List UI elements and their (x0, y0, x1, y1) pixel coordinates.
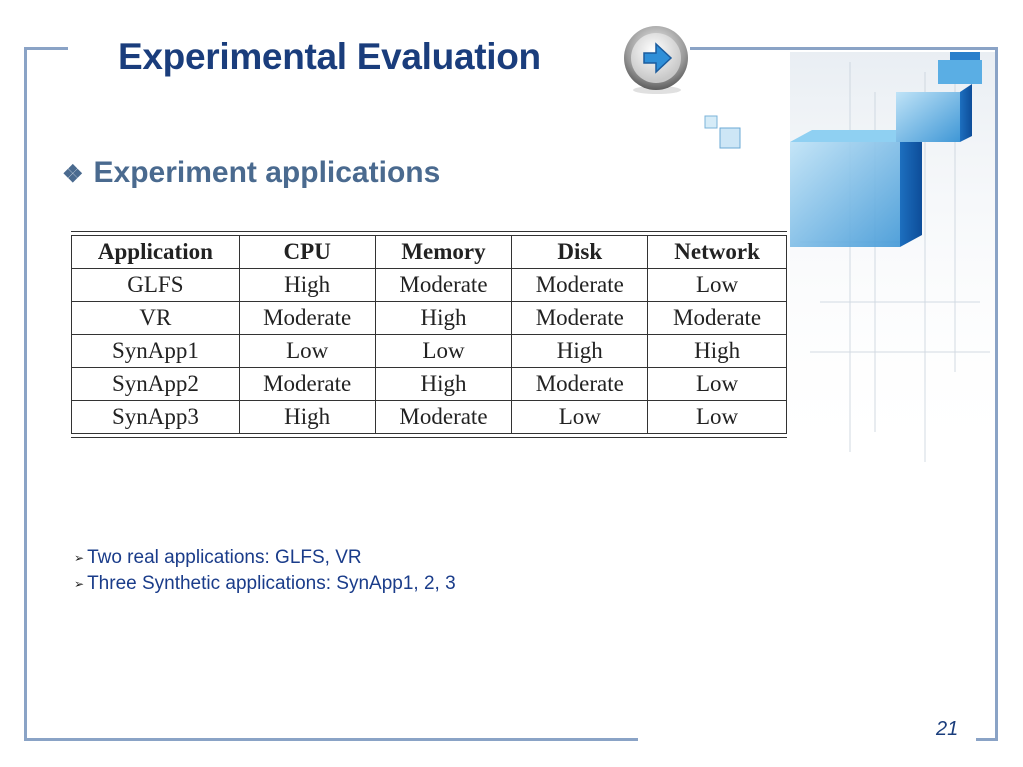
table-cell: Low (648, 269, 787, 302)
frame-bottom (24, 738, 638, 741)
header-cell: Network (648, 236, 787, 269)
table-cell: Moderate (512, 302, 648, 335)
table-cell: Moderate (375, 269, 512, 302)
table-cell: High (375, 368, 512, 401)
slide-title: Experimental Evaluation (118, 36, 541, 77)
table-cell: SynApp2 (72, 368, 240, 401)
table-cell: VR (72, 302, 240, 335)
header-cell: Memory (375, 236, 512, 269)
table-cell: SynApp3 (72, 401, 240, 434)
arrowhead-icon: ➢ (74, 577, 85, 591)
table-cell: High (239, 401, 375, 434)
table-cell: Low (375, 335, 512, 368)
header-cell: Application (72, 236, 240, 269)
frame-top-left (24, 47, 68, 50)
table-cell: High (648, 335, 787, 368)
frame-top-right (690, 47, 998, 50)
table-cell: Moderate (512, 269, 648, 302)
table-cell: High (375, 302, 512, 335)
table-row (72, 269, 787, 302)
table-row (72, 302, 787, 335)
arrowhead-icon: ➢ (74, 551, 85, 565)
table-header-row (72, 236, 787, 269)
table-cell: Moderate (648, 302, 787, 335)
table-cell: GLFS (72, 269, 240, 302)
table-cell: High (512, 335, 648, 368)
list-item-text: Three Synthetic applications: SynApp1, 2, 3 (87, 573, 456, 594)
table-cell: SynApp1 (72, 335, 240, 368)
table-cell: Low (648, 368, 787, 401)
diamond-bullet-icon: ❖ (62, 161, 84, 188)
header-cell: CPU (239, 236, 375, 269)
frame-bottom-right (976, 738, 998, 741)
table-cell: Low (648, 401, 787, 434)
table-cell: High (239, 269, 375, 302)
table-cell: Moderate (239, 302, 375, 335)
table-cell: Moderate (239, 368, 375, 401)
list-item (74, 571, 456, 597)
applications-table (71, 235, 787, 434)
page-number: 21 (936, 718, 959, 740)
frame-left (24, 47, 27, 741)
table-cell: Moderate (375, 401, 512, 434)
list-item (74, 545, 456, 571)
list-item-text: Two real applications: GLFS, VR (87, 547, 362, 568)
bullet-list (74, 545, 456, 597)
table-row (72, 368, 787, 401)
table-row (72, 401, 787, 434)
table-cell: Low (239, 335, 375, 368)
table-cell: Low (512, 401, 648, 434)
section-heading (62, 156, 440, 190)
arrow-right-icon[interactable] (620, 24, 692, 96)
section-heading-text: Experiment applications (93, 156, 441, 189)
table-cell: Moderate (512, 368, 648, 401)
header-cell: Disk (512, 236, 648, 269)
frame-right (995, 47, 998, 741)
table-row (72, 335, 787, 368)
